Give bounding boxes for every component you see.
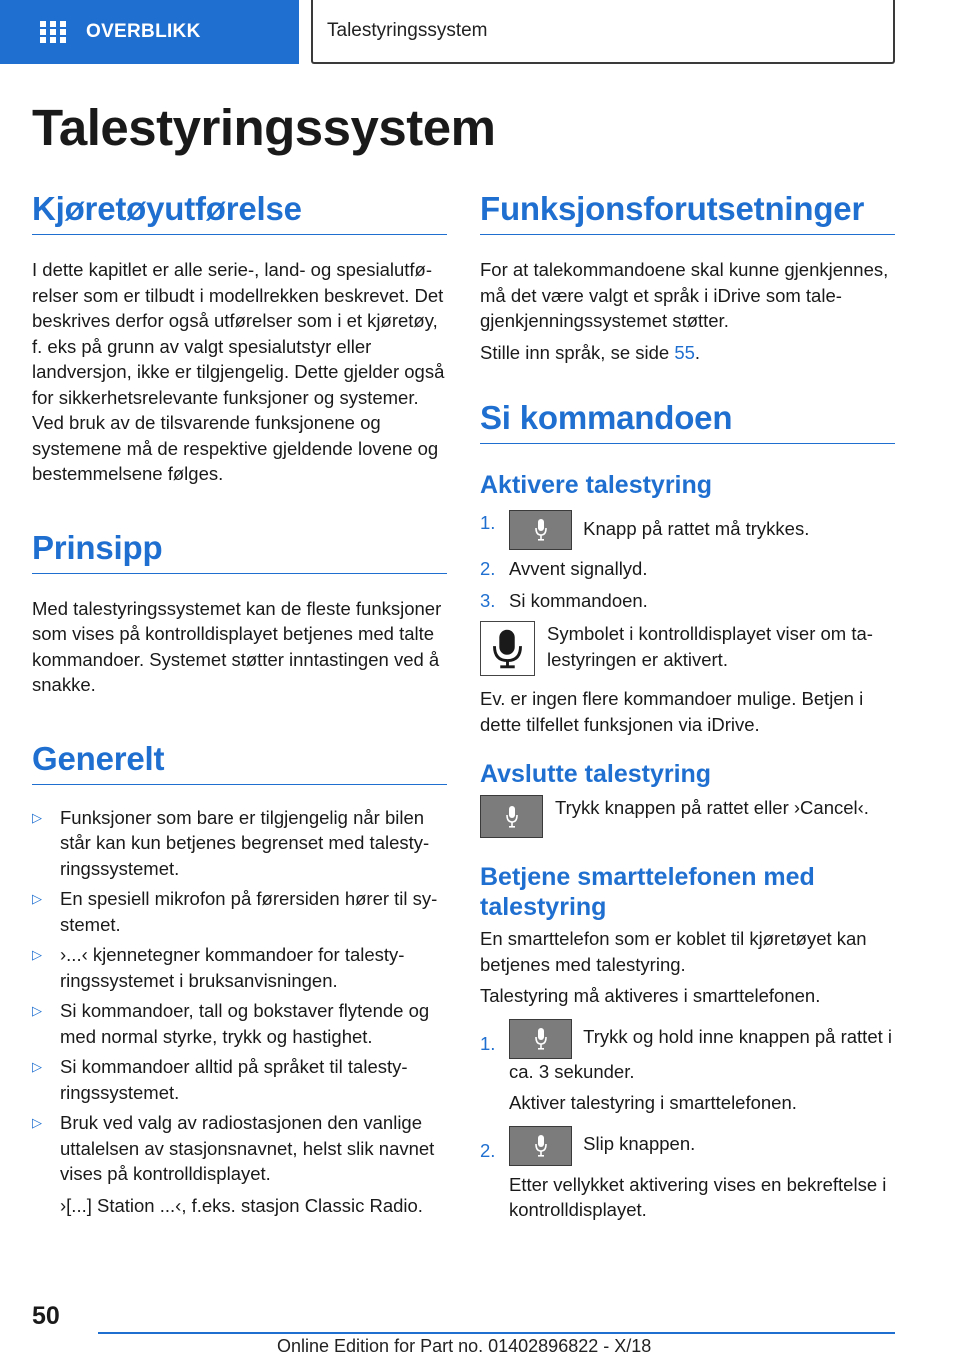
steering-wheel-voice-button-icon bbox=[509, 1019, 572, 1059]
smart-paragraph: En smarttelefon som er koblet til kjøretøyet kan betjenes med talestyring. bbox=[480, 928, 867, 975]
list-item: ▷ Si kommandoer alltid på språket til talestyringssystemet. bbox=[32, 1054, 447, 1105]
bullet-triangle-icon: ▷ bbox=[32, 1059, 42, 1074]
section-title-box bbox=[311, 0, 895, 64]
edition-text: Online Edition for Part no. 01402896822 - X/18 bbox=[277, 1336, 652, 1356]
list-item: ▷ Bruk ved valg av radiostasjonen den vanlige uttalelsen av stasjonsnavnet, helst slik navnet vises på kontrolldisplayet. bbox=[32, 1110, 447, 1187]
microphone-icon bbox=[535, 1028, 547, 1050]
smart-paragraph-2: Talestyring må aktiveres i smarttelefonen. bbox=[480, 985, 821, 1006]
avslutte-row: Trykk knappen på rattet eller ›Cancel‹. bbox=[480, 795, 895, 838]
heading-prinsipp: Prinsipp bbox=[32, 529, 447, 574]
heading-kjoretoyutforelse: Kjøretøyutførelse bbox=[32, 190, 447, 235]
symbol-note: Symbolet i kontrolldisplayet viser om talestyringen er aktivert. bbox=[480, 621, 895, 676]
page-title: Talestyringssystem bbox=[32, 99, 496, 156]
bullet-triangle-icon: ▷ bbox=[32, 809, 42, 825]
kjoretoy-paragraph: I dette kapitlet er alle serie-, land- og spesialutførelser som er tilbudt i modellrekken beskrevet. Det beskrives derfor også utførelser som i et kjøretøy, f. eks på grunn av valgt spesialutstyr eller landversjon, ikke er tilgjengelig. Dette gjelder også for sikkerhetsrelevante funksjoner og systemer. Ved bruk av de tilsvarende funksjonene og systemene må de respektive gjeldende lovene og bestemmelsene følges. bbox=[32, 259, 445, 484]
funksjon-paragraph: For at talekommandoene skal kunne gjenkjennes, må det være valgt et språk i iDrive som talegjenkjenningssystemet støtter. bbox=[480, 259, 889, 331]
display-microphone-icon bbox=[480, 621, 535, 676]
steering-wheel-voice-button-icon bbox=[509, 1126, 572, 1166]
heading-aktivere-talestyring: Aktivere talestyring bbox=[480, 471, 713, 499]
list-item: ▷ En spesiell mikrofon på førersiden hører til systemet. bbox=[32, 886, 447, 937]
overview-tab-label: OVERBLIKK bbox=[86, 21, 201, 42]
station-example: ›[...] Station ...‹, f.eks. stasjon Classic Radio. bbox=[60, 1194, 423, 1216]
step-item: 3. Si kommandoen. bbox=[480, 589, 648, 611]
step-item: 1. Knapp på rattet må trykkes. bbox=[480, 510, 895, 550]
idrive-note: Ev. er ingen flere kommandoer mulige. Betjen i dette tilfellet funksjonen via iDrive. bbox=[480, 688, 864, 735]
heading-avslutte-talestyring: Avslutte talestyring bbox=[480, 760, 712, 788]
heading-si-kommandoen: Si kommandoen bbox=[480, 399, 895, 444]
microphone-icon bbox=[506, 806, 518, 828]
microphone-icon bbox=[481, 622, 534, 675]
heading-funksjonsforutsetninger: Funksjonsforutsetninger bbox=[480, 190, 895, 235]
language-reference: Stille inn språk, se side 55. bbox=[480, 341, 701, 363]
overview-tab[interactable] bbox=[0, 0, 299, 64]
left-column bbox=[32, 190, 447, 1218]
list-item: ▷ ›...‹ kjennetegner kommandoer for talestyringssystemet i bruksanvisningen. bbox=[32, 942, 447, 993]
prinsipp-paragraph: Med talestyringssystemet kan de fleste funksjoner som vises på kontrolldisplayet betjenes med talte kommandoer. Systemet støtter inntastingen ved å snakke. bbox=[32, 597, 442, 695]
bullet-triangle-icon: ▷ bbox=[32, 1003, 42, 1018]
microphone-icon bbox=[535, 519, 547, 541]
bullet-triangle-icon: ▷ bbox=[32, 891, 42, 906]
step-item: 1. Trykk og hold inne knappen på rattet i ca. 3 sekunder. Aktiver talestyring i smarttelefonen. bbox=[480, 1019, 895, 1116]
heading-betjene-smarttelefonen: Betjene smarttelefonen med talestyring bbox=[480, 863, 815, 921]
generelt-list bbox=[32, 805, 447, 1219]
grid-icon bbox=[40, 21, 66, 43]
page-link[interactable]: 55 bbox=[674, 341, 695, 363]
page-number: 50 bbox=[32, 1302, 60, 1330]
bullet-triangle-icon: ▷ bbox=[32, 1115, 42, 1130]
section-title: Talestyringssystem bbox=[327, 20, 488, 41]
heading-generelt: Generelt bbox=[32, 740, 447, 785]
footer-divider bbox=[98, 1332, 895, 1334]
steering-wheel-voice-button-icon bbox=[509, 510, 572, 550]
steering-wheel-voice-button-icon bbox=[480, 795, 543, 838]
microphone-icon bbox=[535, 1135, 547, 1157]
right-column bbox=[480, 190, 895, 1223]
list-item: ▷ Si kommandoer, tall og bokstaver flytende og med normal styrke, trykk og hastighet. bbox=[32, 998, 447, 1049]
step-item: 2. Slip knappen. Etter vellykket aktivering vises en bekreftelse i kontrolldisplayet. bbox=[480, 1126, 895, 1223]
list-item: ▷ Funksjoner som bare er tilgjengelig når bilen står kan kun betjenes begrenset med talestyringssystemet. bbox=[32, 805, 447, 882]
bullet-triangle-icon: ▷ bbox=[32, 947, 42, 962]
step-item: 2. Avvent signallyd. bbox=[480, 558, 648, 579]
